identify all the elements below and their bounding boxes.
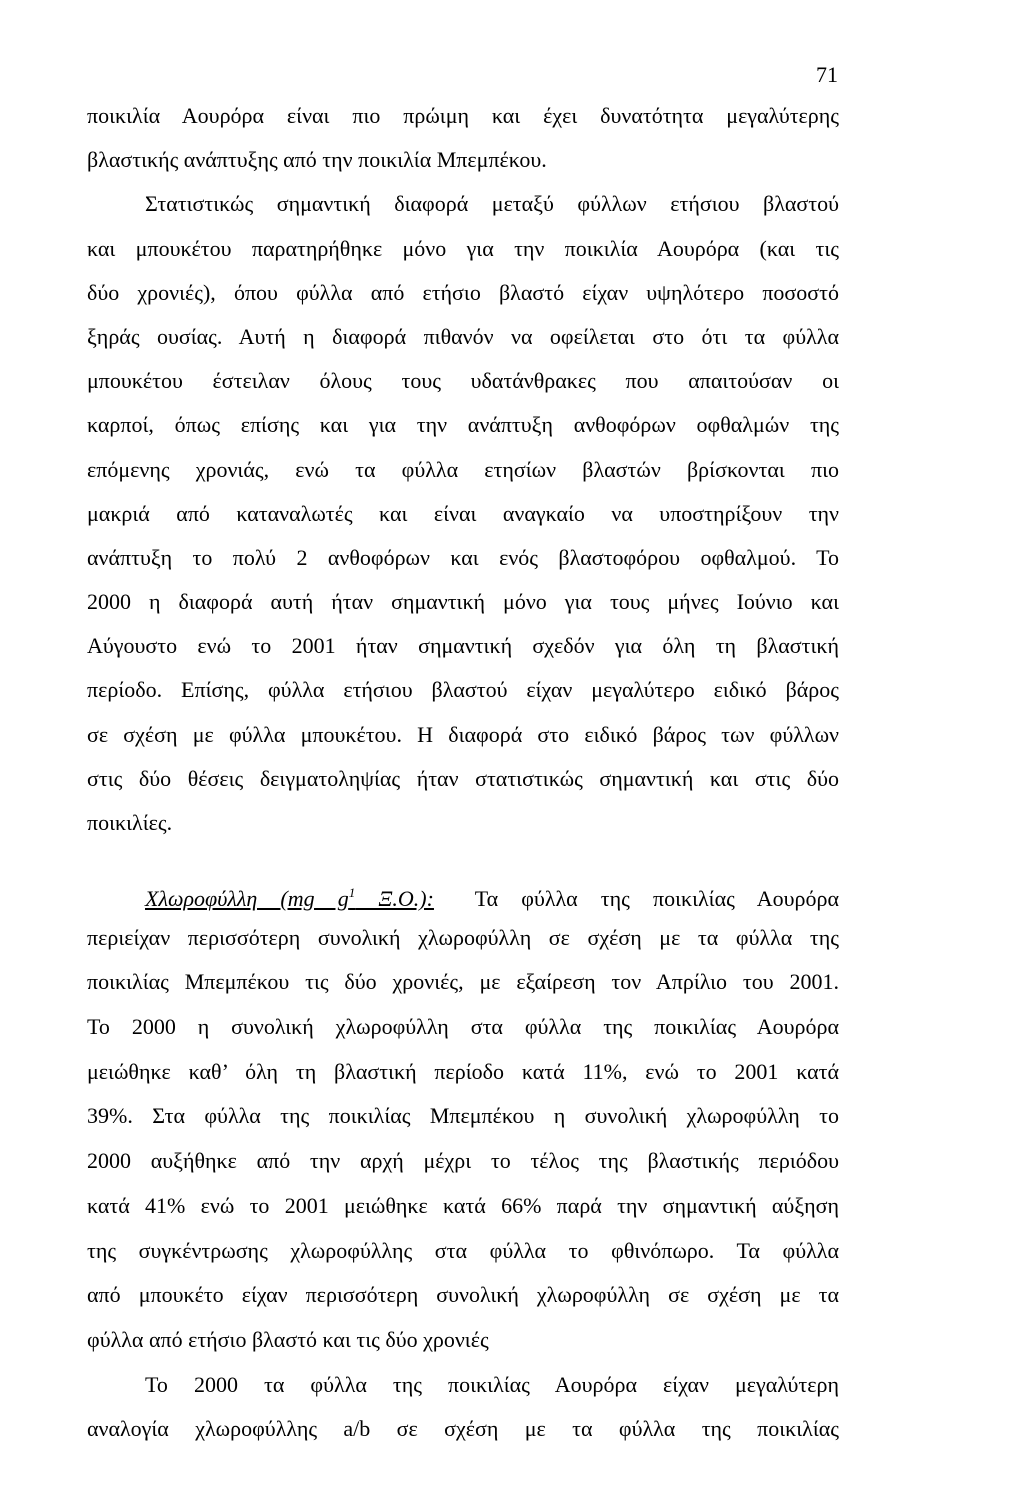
heading-superscript: 1	[348, 885, 356, 900]
paragraph-line: από μπουκέτο είχαν περισσότερη συνολική χλωροφύλλη σε σχέση με τα	[87, 1282, 839, 1308]
paragraph-line: μακριά από καταναλωτές και είναι αναγκαίο να υποστηρίξουν την	[87, 500, 839, 526]
paragraph-line: φύλλα από ετήσιο βλαστό και τις δύο χρονιές	[87, 1326, 489, 1352]
paragraph-line: καρποί, όπως επίσης και για την ανάπτυξη ανθοφόρων οφθαλμών της	[87, 412, 839, 438]
paragraph-line: μπουκέτου έστειλαν όλους τους υδατάνθρακες που απαιτούσαν οι	[87, 368, 839, 394]
paragraph-line: Το 2000 η συνολική χλωροφύλλη στα φύλλα της ποικιλίας Αουρόρα	[87, 1014, 839, 1040]
paragraph-line: Το 2000 τα φύλλα της ποικιλίας Αουρόρα είχαν μεγαλύτερη	[145, 1371, 839, 1397]
paragraph-line: σε σχέση με φύλλα μπουκέτου. Η διαφορά στο ειδικό βάρος των φύλλων	[87, 721, 839, 747]
paragraph-line: ξηράς ουσίας. Αυτή η διαφορά πιθανόν να οφείλεται στο ότι τα φύλλα	[87, 323, 839, 349]
paragraph-line: περιείχαν περισσότερη συνολική χλωροφύλλη σε σχέση με τα φύλλα της	[87, 924, 839, 950]
paragraph-line: Αύγουστο ενώ το 2001 ήταν σημαντική σχεδόν για όλη τη βλαστική	[87, 633, 839, 659]
body-section-2	[87, 871, 839, 1452]
paragraph-line: ποικιλία Αουρόρα είναι πιο πρώιμη και έχει δυνατότητα μεγαλύτερης	[87, 103, 839, 128]
paragraph-line: βλαστικής ανάπτυξης από την ποικιλία Μπεμπέκου.	[87, 147, 547, 173]
section-heading	[145, 886, 434, 911]
paragraph-line: περίοδο. Επίσης, φύλλα ετήσιου βλαστού είχαν μεγαλύτερο ειδικό βάρος	[87, 677, 839, 703]
paragraph-line: 2000 η διαφορά αυτή ήταν σημαντική μόνο για τους μήνες Ιούνιο και	[87, 589, 839, 615]
paragraph-line: 2000 αυξήθηκε από την αρχή μέχρι το τέλος της βλαστικής περιόδου	[87, 1148, 839, 1174]
heading-text: Χλωροφύλλη (mg g	[145, 886, 349, 911]
heading-line	[87, 871, 839, 916]
paragraph-line: της συγκέντρωσης χλωροφύλλης στα φύλλα το φθινόπωρο. Τα φύλλα	[87, 1237, 839, 1263]
page-number: 71	[816, 62, 838, 87]
paragraph-line: επόμενης χρονιάς, ενώ τα φύλλα ετησίων βλαστών βρίσκονται πιο	[87, 456, 839, 482]
heading-line-text: Τα φύλλα της ποικιλίας Αουρόρα	[474, 886, 839, 911]
paragraph-line: κατά 41% ενώ το 2001 μειώθηκε κατά 66% παρά την σημαντική αύξηση	[87, 1192, 839, 1218]
heading-text-end: Ξ.Ο.):	[355, 886, 434, 911]
paragraph-line: ποικιλίας Μπεμπέκου τις δύο χρονιές, με εξαίρεση τον Απρίλιο του 2001.	[87, 969, 839, 995]
paragraph-line: αναλογία χλωροφύλλης a/b σε σχέση με τα φύλλα της ποικιλίας	[87, 1416, 839, 1442]
paragraph-line: 39%. Στα φύλλα της ποικιλίας Μπεμπέκου η συνολική χλωροφύλλη το	[87, 1103, 839, 1129]
paragraph-line: και μπουκέτου παρατηρήθηκε μόνο για την ποικιλία Αουρόρα (και τις	[87, 235, 839, 261]
paragraph-line: στις δύο θέσεις δειγματοληψίας ήταν στατιστικώς σημαντική και στις δύο	[87, 765, 839, 791]
body-section-1	[87, 94, 839, 845]
paragraph-line: ανάπτυξη το πολύ 2 ανθοφόρων και ενός βλαστοφόρου οφθαλμού. Το	[87, 544, 839, 570]
paragraph-line: ποικιλίες.	[87, 810, 173, 835]
paragraph-line: δύο χρονιές), όπου φύλλα από ετήσιο βλαστό είχαν υψηλότερο ποσοστό	[87, 279, 839, 305]
paragraph-line: μειώθηκε καθ’ όλη τη βλαστική περίοδο κατά 11%, ενώ το 2001 κατά	[87, 1058, 839, 1084]
paragraph-line: Στατιστικώς σημαντική διαφορά μεταξύ φύλλων ετήσιου βλαστού	[145, 191, 839, 217]
